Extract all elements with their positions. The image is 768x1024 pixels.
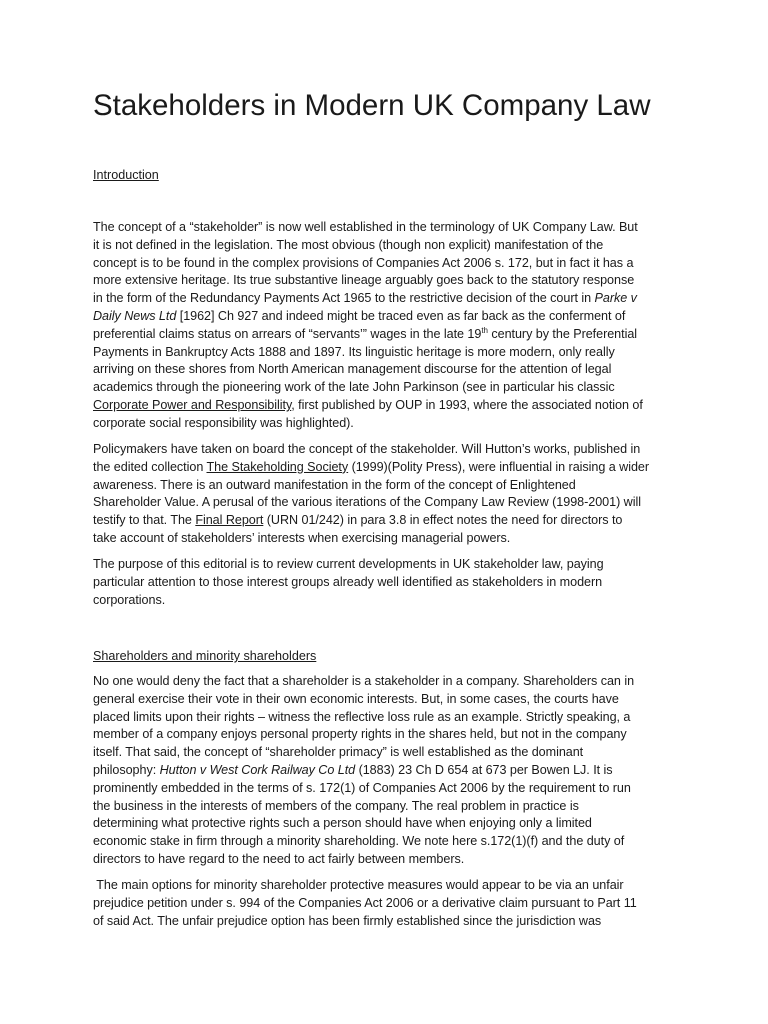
text-run: in the form of the Redundancy Payments Act 1965 to the restrictive decision of the court in	[93, 291, 595, 306]
text-line	[93, 308, 693, 326]
text-line: The main options for minority shareholder protective measures would appear to be via an unfair	[93, 878, 624, 892]
text-line	[93, 512, 693, 530]
text-line: prominently embedded in the terms of s. 172(1) of Companies Act 2006 by the requirement to run	[93, 780, 631, 795]
text-line: member of a company enjoys personal property rights in the shares held, but not in the company	[93, 727, 627, 742]
text-line: itself. That said, the concept of “shareholder primacy” is well established as the dominant	[93, 745, 584, 760]
text-line: arriving on these shores from North American management discourse for the attention of legal	[93, 362, 612, 377]
text-line: it is not defined in the legislation. The most obvious (though non explicit) manifestation of the	[93, 237, 604, 252]
case-citation: Daily News Ltd	[93, 308, 177, 323]
text-line: more extensive heritage. Its true substantive lineage arguably goes back to the statutory response	[93, 273, 635, 288]
section-heading-introduction: Introduction	[93, 168, 159, 182]
text-line: Shareholder Value. A perusal of the various iterations of the Company Law Review (1998-2001) will	[93, 495, 641, 510]
text-run: , first published by OUP in 1993, where the associated notion of	[291, 397, 643, 412]
text-line: Payments in Bankruptcy Acts 1888 and 1897. Its linguistic heritage is more modern, only really	[93, 344, 615, 359]
text-run: (URN 01/242) in para 3.8 in effect notes the need for directors to	[263, 513, 623, 528]
paragraph-shareholders	[93, 673, 693, 869]
paragraph-stakeholder-concept	[93, 219, 693, 433]
text-line	[93, 290, 693, 308]
text-line: directors to have regard to the need to act fairly between members.	[93, 851, 465, 866]
paragraph-policymakers	[93, 441, 693, 548]
text-line: take account of stakeholders’ interests when exercising managerial powers.	[93, 530, 511, 545]
report-title: Final Report	[195, 513, 264, 528]
text-line: The concept of a “stakeholder” is now well established in the terminology of UK Company Law. But	[93, 220, 638, 234]
section-heading-shareholders: Shareholders and minority shareholders	[93, 649, 317, 663]
text-run: philosophy:	[93, 762, 160, 777]
text-line: The purpose of this editorial is to review current developments in UK stakeholder law, paying	[93, 557, 604, 571]
text-line	[93, 397, 693, 415]
text-line: awareness. There is an outward manifestation in the form of the concept of Enlightened	[93, 477, 576, 492]
text-line: corporations.	[93, 592, 166, 607]
text-line: determining what protective rights such a person should have when enjoying only a limited	[93, 816, 592, 831]
text-run: the edited collection	[93, 459, 207, 474]
text-line: prejudice petition under s. 994 of the Companies Act 2006 or a derivative claim pursuant to Part 11	[93, 895, 637, 910]
text-line	[93, 459, 693, 477]
case-citation: Parke v	[594, 291, 637, 306]
text-line	[93, 762, 693, 780]
text-line: concept is to be found in the complex provisions of Companies Act 2006 s. 172, but in fact it has a	[93, 255, 634, 270]
text-line: general exercise their vote in their own economic interests. But, in some cases, the courts have	[93, 691, 619, 706]
text-line: No one would deny the fact that a shareholder is a stakeholder in a company. Shareholders can in	[93, 674, 635, 688]
paragraph-purpose	[93, 556, 693, 609]
text-run: (1883) 23 Ch D 654 at 673 per Bowen LJ. It is	[355, 762, 613, 777]
book-title: Corporate Power and Responsibility	[93, 397, 292, 412]
text-line: the business in the interests of members of the company. The real problem in practice is	[93, 798, 579, 813]
text-line: placed limits upon their rights – witness the reflective loss rule as an example. Strictly speaking, a	[93, 709, 631, 724]
text-line: of said Act. The unfair prejudice option has been firmly established since the jurisdiction was	[93, 913, 602, 928]
text-line: economic stake in firm through a minority shareholding. We note here s.172(1)(f) and the duty of	[93, 834, 625, 849]
case-citation: Hutton v West Cork Railway Co Ltd	[159, 762, 356, 777]
text-line	[93, 326, 693, 344]
text-line: academics through the pioneering work of the late John Parkinson (see in particular his classic	[93, 380, 615, 395]
text-line: particular attention to those interest groups already well identified as stakeholders in modern	[93, 574, 603, 589]
text-line: Policymakers have taken on board the concept of the stakeholder. Will Hutton’s works, published in	[93, 442, 641, 456]
text-line: corporate social responsibility was highlighted).	[93, 415, 354, 430]
text-run: preferential claims status on arrears of “servants’” wages in the late 19	[93, 326, 482, 341]
book-title: The Stakeholding Society	[206, 459, 349, 474]
paragraph-minority-options	[93, 877, 693, 930]
text-run: (1999)(Polity Press), were influential in raising a wider	[348, 459, 650, 474]
document-title: Stakeholders in Modern UK Company Law	[93, 89, 651, 122]
superscript: th	[481, 325, 488, 335]
text-run: [1962] Ch 927 and indeed might be traced even as far back as the conferment of	[176, 308, 626, 323]
text-run: century by the Preferential	[487, 326, 638, 341]
text-run: testify to that. The	[93, 513, 196, 528]
